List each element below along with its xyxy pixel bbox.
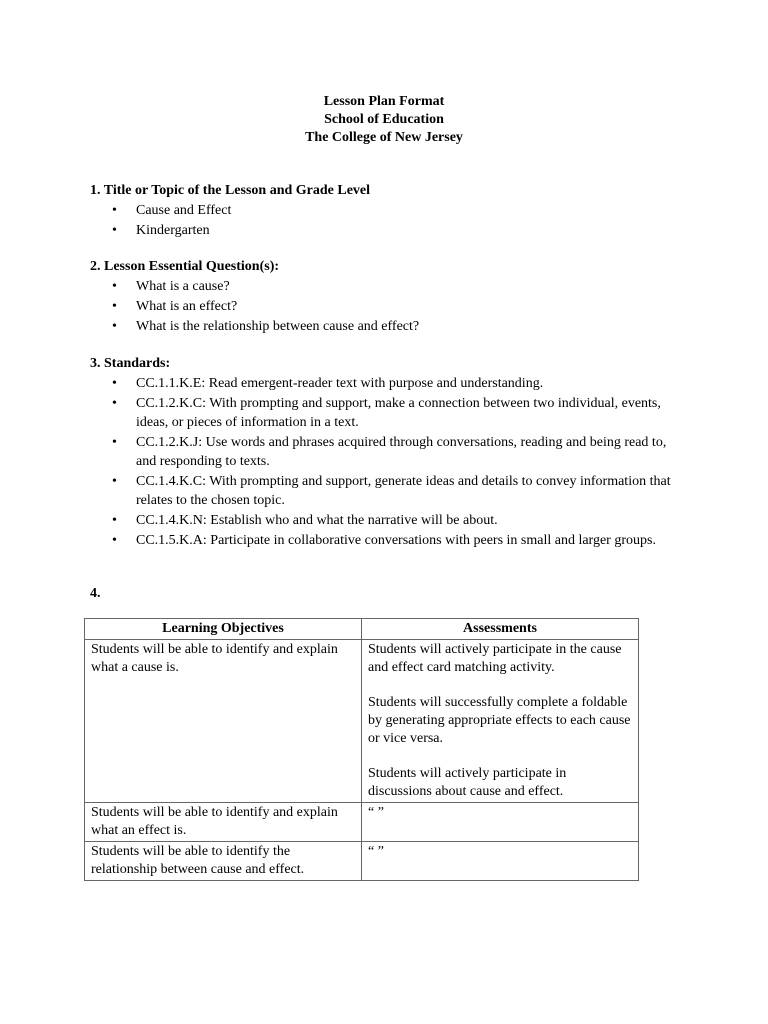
header-school: School of Education	[324, 112, 444, 127]
list-item: • What is the relationship between cause and effect?	[112, 317, 672, 336]
list-item: • CC.1.5.K.A: Participate in collaborative conversations with peers in small and larger groups.	[112, 531, 672, 550]
table-header-row	[85, 619, 639, 640]
assessment-text: Students will successfully complete a foldable by generating appropriate effects to each cause or vice versa.	[368, 695, 631, 746]
column-header-assessments: Assessments	[362, 619, 639, 640]
section-2-title: 2. Lesson Essential Question(s):	[90, 259, 280, 274]
assessment-cell	[362, 803, 639, 842]
column-header-objectives: Learning Objectives	[85, 619, 362, 640]
objectives-table	[84, 618, 639, 881]
section-1-title: 1. Title or Topic of the Lesson and Grade Level	[90, 183, 371, 198]
assessment-cell	[362, 640, 639, 803]
section-3-list	[112, 374, 672, 551]
assessment-text: Students will actively participate in the cause and effect card matching activity.	[368, 642, 622, 675]
table-row	[85, 640, 639, 803]
table-row	[85, 803, 639, 842]
list-item: • CC.1.4.K.N: Establish who and what the narrative will be about.	[112, 511, 672, 530]
objective-cell: Students will be able to identify the relationship between cause and effect.	[85, 842, 362, 881]
assessment-cell	[362, 842, 639, 881]
list-item: • CC.1.1.K.E: Read emergent-reader text with purpose and understanding.	[112, 374, 672, 393]
objective-cell: Students will be able to identify and explain what a cause is.	[85, 640, 362, 803]
objective-cell: Students will be able to identify and explain what an effect is.	[85, 803, 362, 842]
list-item: • What is an effect?	[112, 297, 672, 316]
assessment-text: Students will actively participate in discussions about cause and effect.	[368, 766, 567, 799]
list-item: • CC.1.2.K.C: With prompting and support, make a connection between two individual, events, ideas, or pieces of information in a text.	[112, 394, 672, 432]
list-item: • What is a cause?	[112, 277, 672, 296]
header-college: The College of New Jersey	[305, 130, 463, 145]
header-title: Lesson Plan Format	[323, 94, 445, 109]
assessment-text: “ ”	[368, 805, 384, 820]
table-row	[85, 842, 639, 881]
section-2-list	[112, 277, 672, 337]
document-header	[0, 93, 768, 147]
list-item: • Kindergarten	[112, 221, 672, 240]
section-4-title: 4.	[90, 586, 101, 601]
list-item: • CC.1.4.K.C: With prompting and support, generate ideas and details to convey information that relates to the chosen topic.	[112, 472, 672, 510]
assessment-text: “ ”	[368, 844, 384, 859]
list-item: • Cause and Effect	[112, 201, 672, 220]
section-3-title: 3. Standards:	[90, 356, 171, 371]
list-item: • CC.1.2.K.J: Use words and phrases acquired through conversations, reading and being read to, and responding to texts.	[112, 433, 672, 471]
section-1-list	[112, 201, 672, 241]
